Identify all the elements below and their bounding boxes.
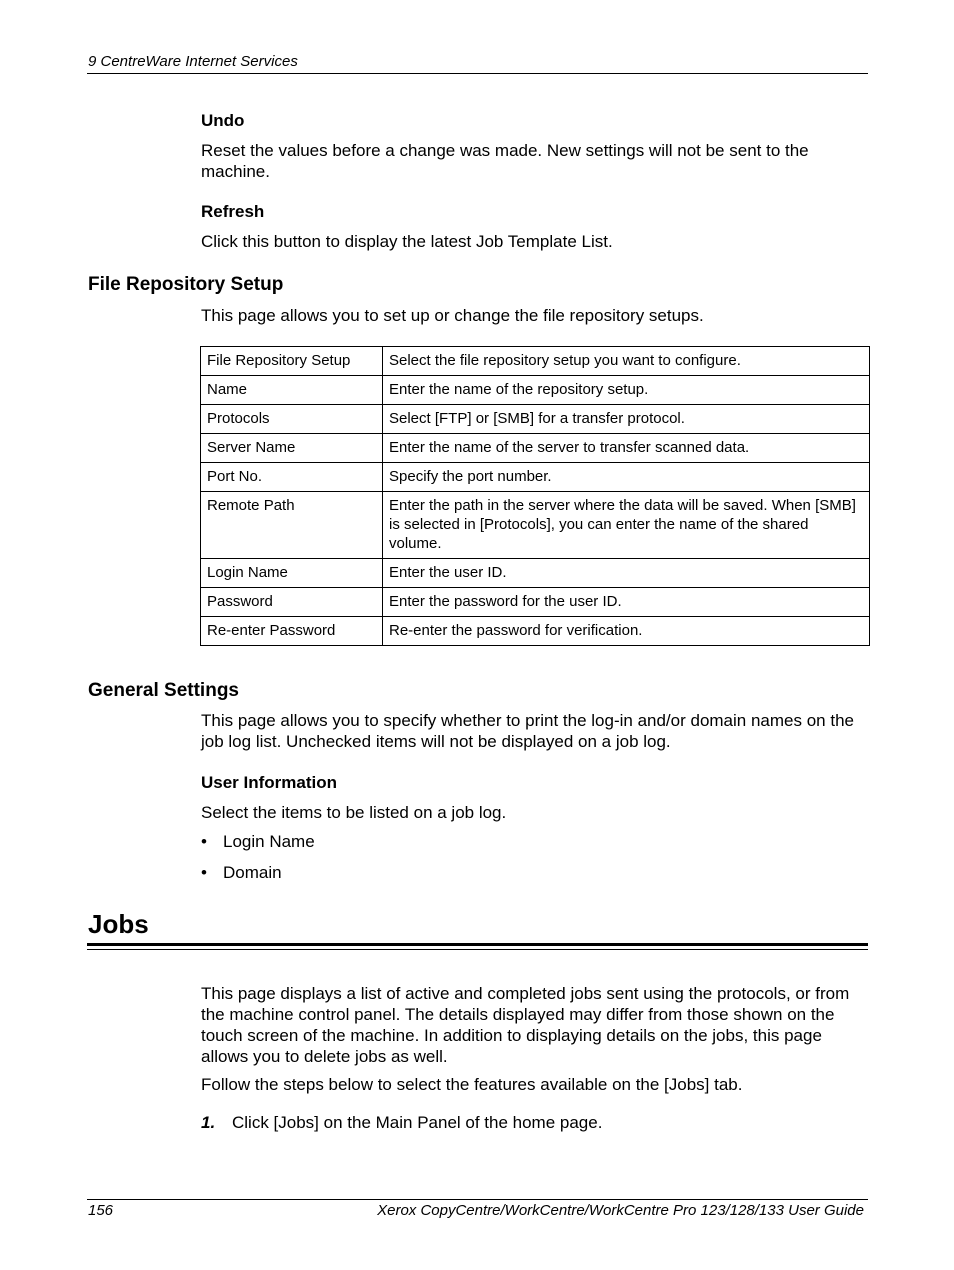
setting-description-cell: Select [FTP] or [SMB] for a transfer protocol. xyxy=(383,405,870,434)
setting-name-cell: Port No. xyxy=(201,463,383,492)
setting-description-cell: Enter the path in the server where the data will be saved. When [SMB] is selected in [Protocols], you can enter the name of the shared volume. xyxy=(383,492,870,559)
refresh-heading: Refresh xyxy=(201,202,265,221)
general-settings-intro: This page allows you to specify whether to print the log-in and/or domain names on the job log list. Unchecked items will not be displayed on a job log. xyxy=(201,711,854,751)
table-row xyxy=(201,463,870,492)
list-item: Domain xyxy=(223,863,282,882)
file-repository-intro: This page allows you to set up or change the file repository setups. xyxy=(201,306,704,325)
setting-description-cell: Enter the user ID. xyxy=(383,559,870,588)
setting-description-cell: Enter the name of the server to transfer scanned data. xyxy=(383,434,870,463)
undo-body: Reset the values before a change was made. New settings will not be sent to the machine. xyxy=(201,141,809,181)
setting-name-cell: Name xyxy=(201,376,383,405)
refresh-body: Click this button to display the latest Job Template List. xyxy=(201,232,613,251)
bullet-icon: • xyxy=(201,863,207,882)
setting-description-cell: Specify the port number. xyxy=(383,463,870,492)
guide-title: Xerox CopyCentre/WorkCentre/WorkCentre Pro 123/128/133 User Guide xyxy=(377,1202,864,1219)
general-settings-heading: General Settings xyxy=(88,680,239,701)
table-row xyxy=(201,347,870,376)
jobs-title-rule xyxy=(87,943,868,946)
table-row xyxy=(201,559,870,588)
jobs-title-rule-thin xyxy=(87,949,868,950)
setting-name-cell: Password xyxy=(201,588,383,617)
running-header: 9 CentreWare Internet Services xyxy=(88,53,298,70)
table-row xyxy=(201,376,870,405)
file-repository-heading: File Repository Setup xyxy=(88,274,284,295)
header-rule xyxy=(87,73,868,74)
setting-name-cell: Remote Path xyxy=(201,492,383,559)
undo-heading: Undo xyxy=(201,111,245,130)
setting-name-cell: Login Name xyxy=(201,559,383,588)
user-information-heading: User Information xyxy=(201,773,338,792)
table-row xyxy=(201,405,870,434)
setting-description-cell: Select the file repository setup you want to configure. xyxy=(383,347,870,376)
footer-rule xyxy=(87,1199,868,1200)
setting-name-cell: Protocols xyxy=(201,405,383,434)
step-text: Click [Jobs] on the Main Panel of the home page. xyxy=(232,1113,603,1132)
list-item: Login Name xyxy=(223,832,315,851)
user-information-body: Select the items to be listed on a job log. xyxy=(201,803,507,822)
jobs-follow: Follow the steps below to select the features available on the [Jobs] tab. xyxy=(201,1075,743,1094)
jobs-intro: This page displays a list of active and completed jobs sent using the protocols, or from the machine control panel. The details displayed may differ from those shown on the touch screen of the machine. In addition to displaying details on the jobs, this page allows you to delete jobs as well. xyxy=(201,984,850,1066)
bullet-icon: • xyxy=(201,832,207,851)
file-repository-table xyxy=(200,346,870,646)
page-number: 156 xyxy=(88,1202,114,1219)
jobs-title: Jobs xyxy=(88,909,149,939)
setting-description-cell: Re-enter the password for verification. xyxy=(383,617,870,646)
table-row xyxy=(201,434,870,463)
setting-description-cell: Enter the name of the repository setup. xyxy=(383,376,870,405)
setting-name-cell: Server Name xyxy=(201,434,383,463)
setting-description-cell: Enter the password for the user ID. xyxy=(383,588,870,617)
table-row xyxy=(201,492,870,559)
step-number: 1. xyxy=(201,1113,216,1132)
table-row xyxy=(201,588,870,617)
setting-name-cell: Re-enter Password xyxy=(201,617,383,646)
table-row xyxy=(201,617,870,646)
setting-name-cell: File Repository Setup xyxy=(201,347,383,376)
